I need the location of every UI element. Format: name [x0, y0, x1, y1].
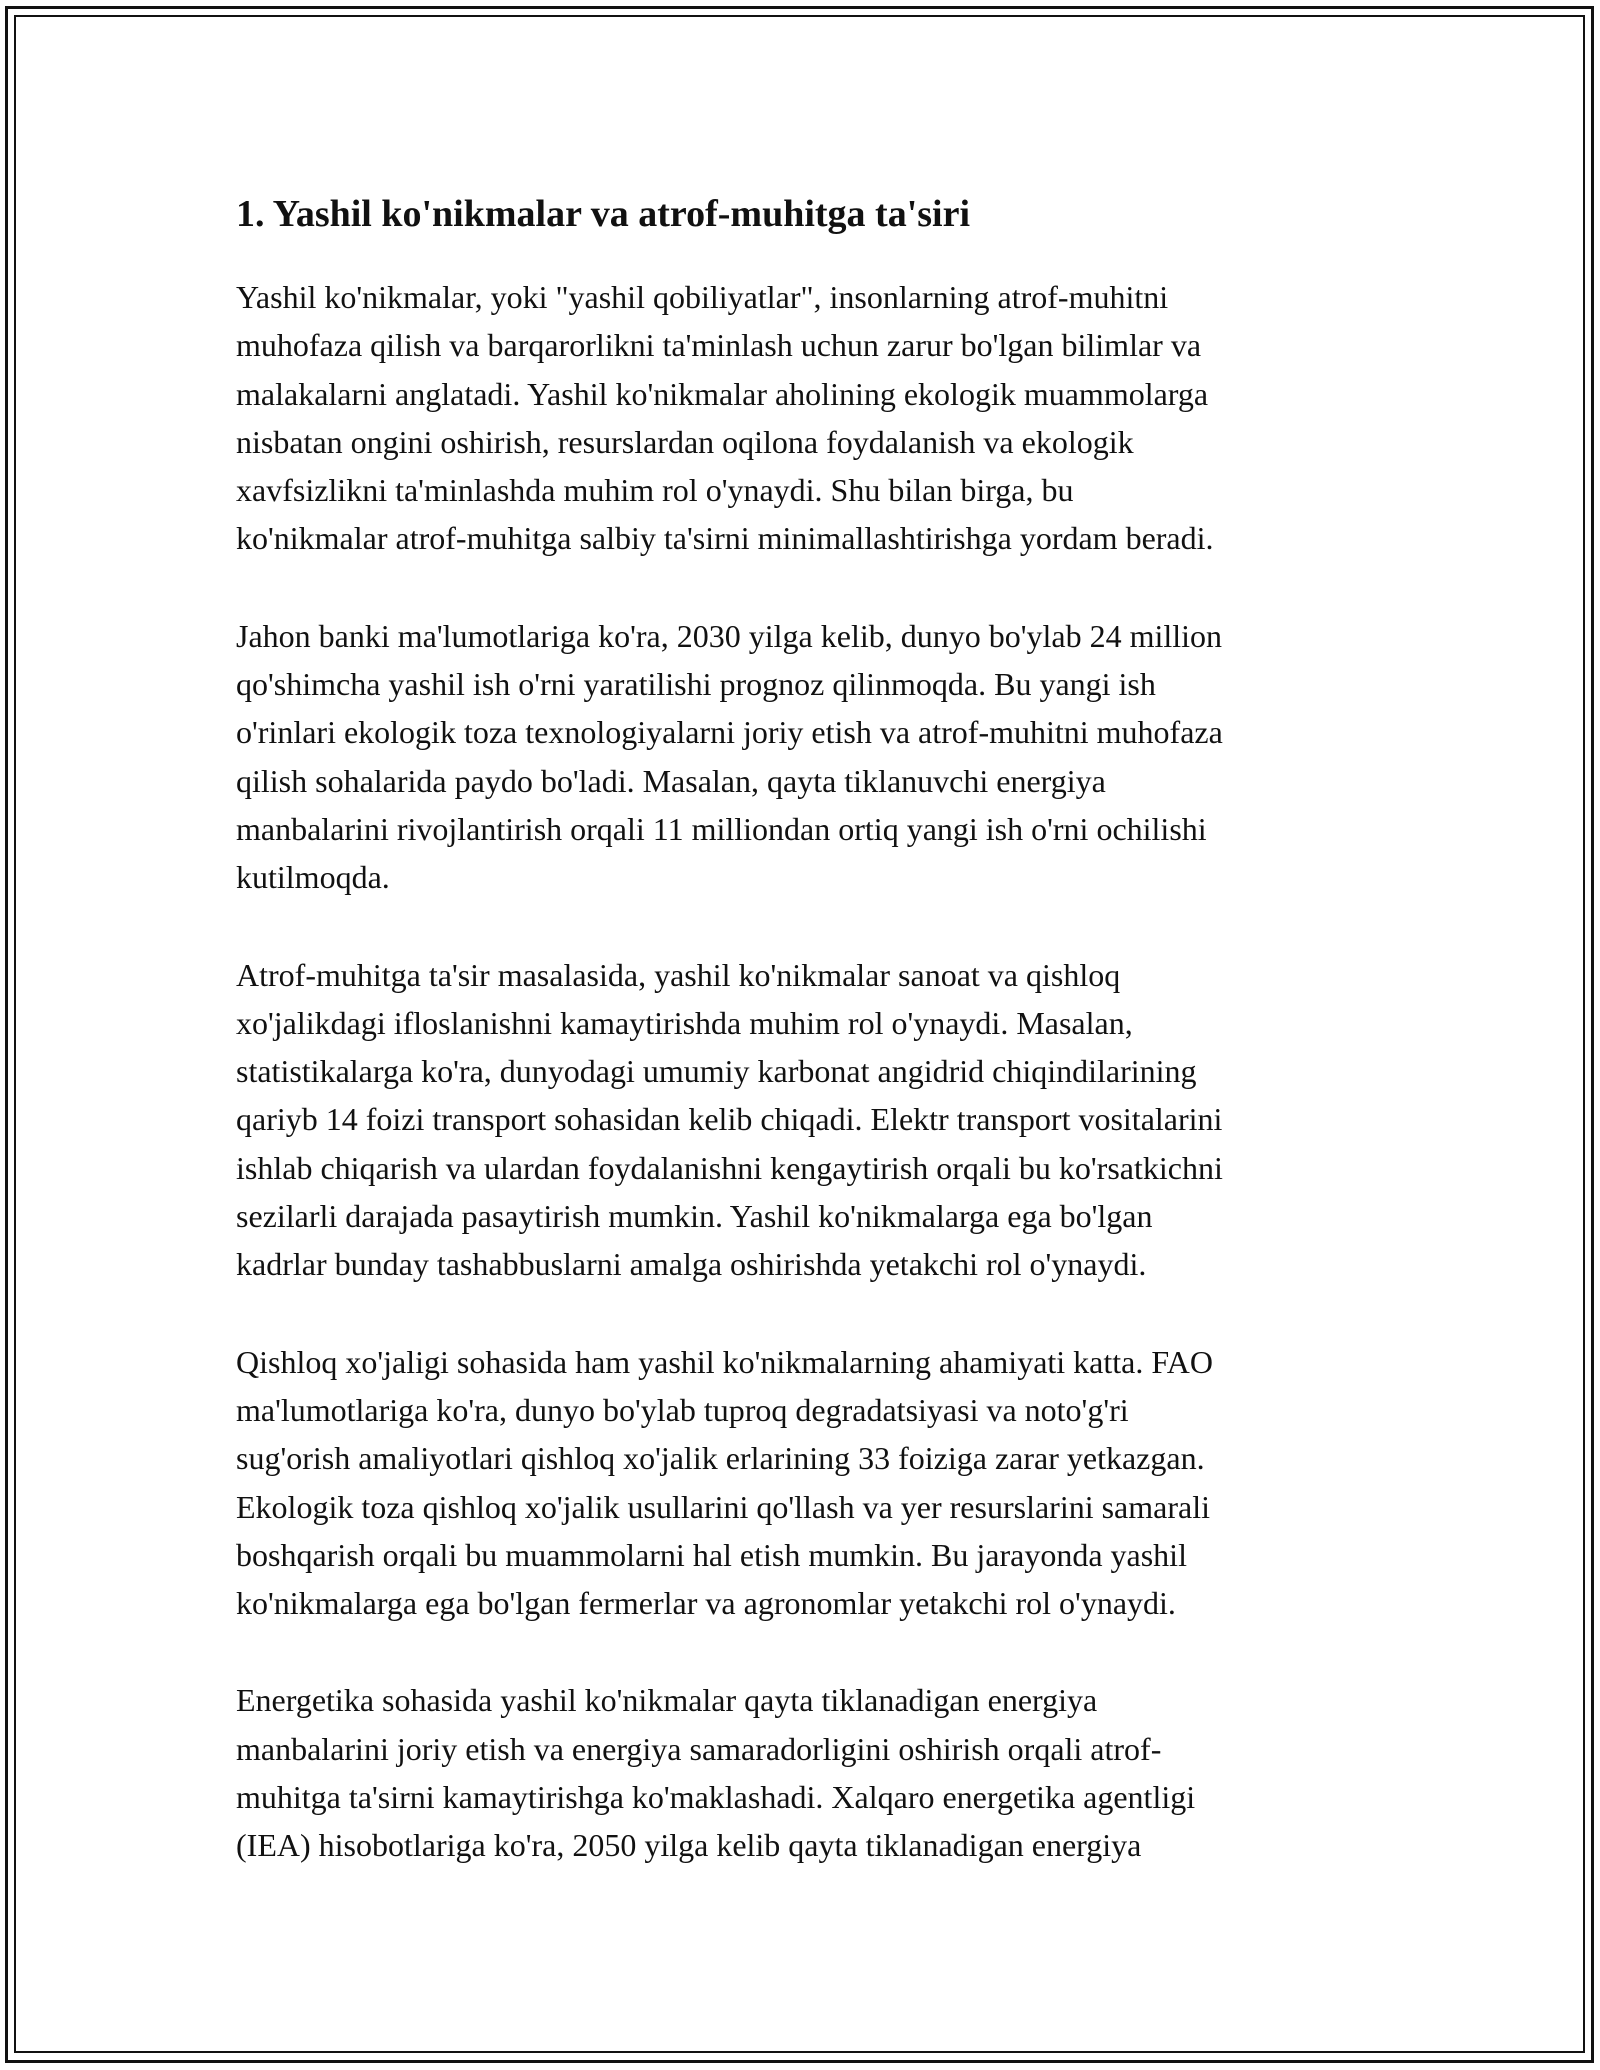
paragraph-2: Jahon banki ma'lumotlariga ko'ra, 2030 yilga kelib, dunyo bo'ylab 24 million qo'shimcha yashil ish o'rni yaratilishi prognoz qilinmoqda. Bu yangi ish o'rinlari ekologik toza texnologiyalarni joriy etish va atrof-muhitni muhofaza qilish sohalarida paydo bo'ladi. Masalan, qayta tiklanuvchi energiya manbalarini rivojlantirish orqali 11 milliondan ortiq yangi ish o'rni ochilishi kutilmoqda. [236, 617, 1223, 896]
paragraph-4: Qishloq xo'jaligi sohasida ham yashil ko'nikmalarning ahamiyati katta. FAO ma'lumotlariga ko'ra, dunyo bo'ylab tuproq degradatsiyasi va noto'g'ri sug'orish amaliyotlari qishloq xo'jalik erlarining 33 foiziga zarar yetkazgan. Ekologik toza qishloq xo'jalik usullarini qo'llash va yer resurslarini samarali boshqarish orqali bu muammolarni hal etish mumkin. Bu jarayonda yashil ko'nikmalarga ega bo'lgan fermerlar va agronomlar yetakchi rol o'ynaydi. [236, 1343, 1213, 1622]
paragraph-5: Energetika sohasida yashil ko'nikmalar qayta tiklanadigan energiya manbalarini joriy etish va energiya samaradorligini oshirish orqali atrof- muhitga ta'sirni kamaytirishga ko'maklashadi. Xalqaro energetika agentligi (IEA) hisobotlariga ko'ra, 2050 yilga kelib qayta tiklanadigan energiya [236, 1682, 1196, 1864]
paragraph-3: Atrof-muhitga ta'sir masalasida, yashil ko'nikmalar sanoat va qishloq xo'jalikdagi ifloslanishni kamaytirishda muhim rol o'ynaydi. Masalan, statistikalarga ko'ra, dunyodagi umumiy karbonat angidrid chiqindilarining qariyb 14 foizi transport sohasidan kelib chiqadi. Elektr transport vositalarini ishlab chiqarish va ulardan foydalanishni kengaytirish orqali bu ko'rsatkichni sezilarli darajada pasaytirish mumkin. Yashil ko'nikmalarga ega bo'lgan kadrlar bunday tashabbuslarni amalga oshirishda yetakchi rol o'ynaydi. [236, 956, 1223, 1283]
paragraph-1: Yashil ko'nikmalar, yoki "yashil qobiliyatlar", insonlarning atrof-muhitni muhofaza qilish va barqarorlikni ta'minlash uchun zarur bo'lgan bilimlar va malakalarni anglatadi. Yashil ko'nikmalar aholining ekologik muammolarga nisbatan ongini oshirish, resurslardan oqilona foydalanish va ekologik xavfsizlikni ta'minlashda muhim rol o'ynaydi. Shu bilan birga, bu ko'nikmalar atrof-muhitga salbiy ta'sirni minimallashtirishga yordam beradi. [236, 279, 1214, 557]
section-heading: 1. Yashil ko'nikmalar va atrof-muhitga ta'siri [236, 193, 971, 235]
document-body [236, 186, 1376, 1919]
